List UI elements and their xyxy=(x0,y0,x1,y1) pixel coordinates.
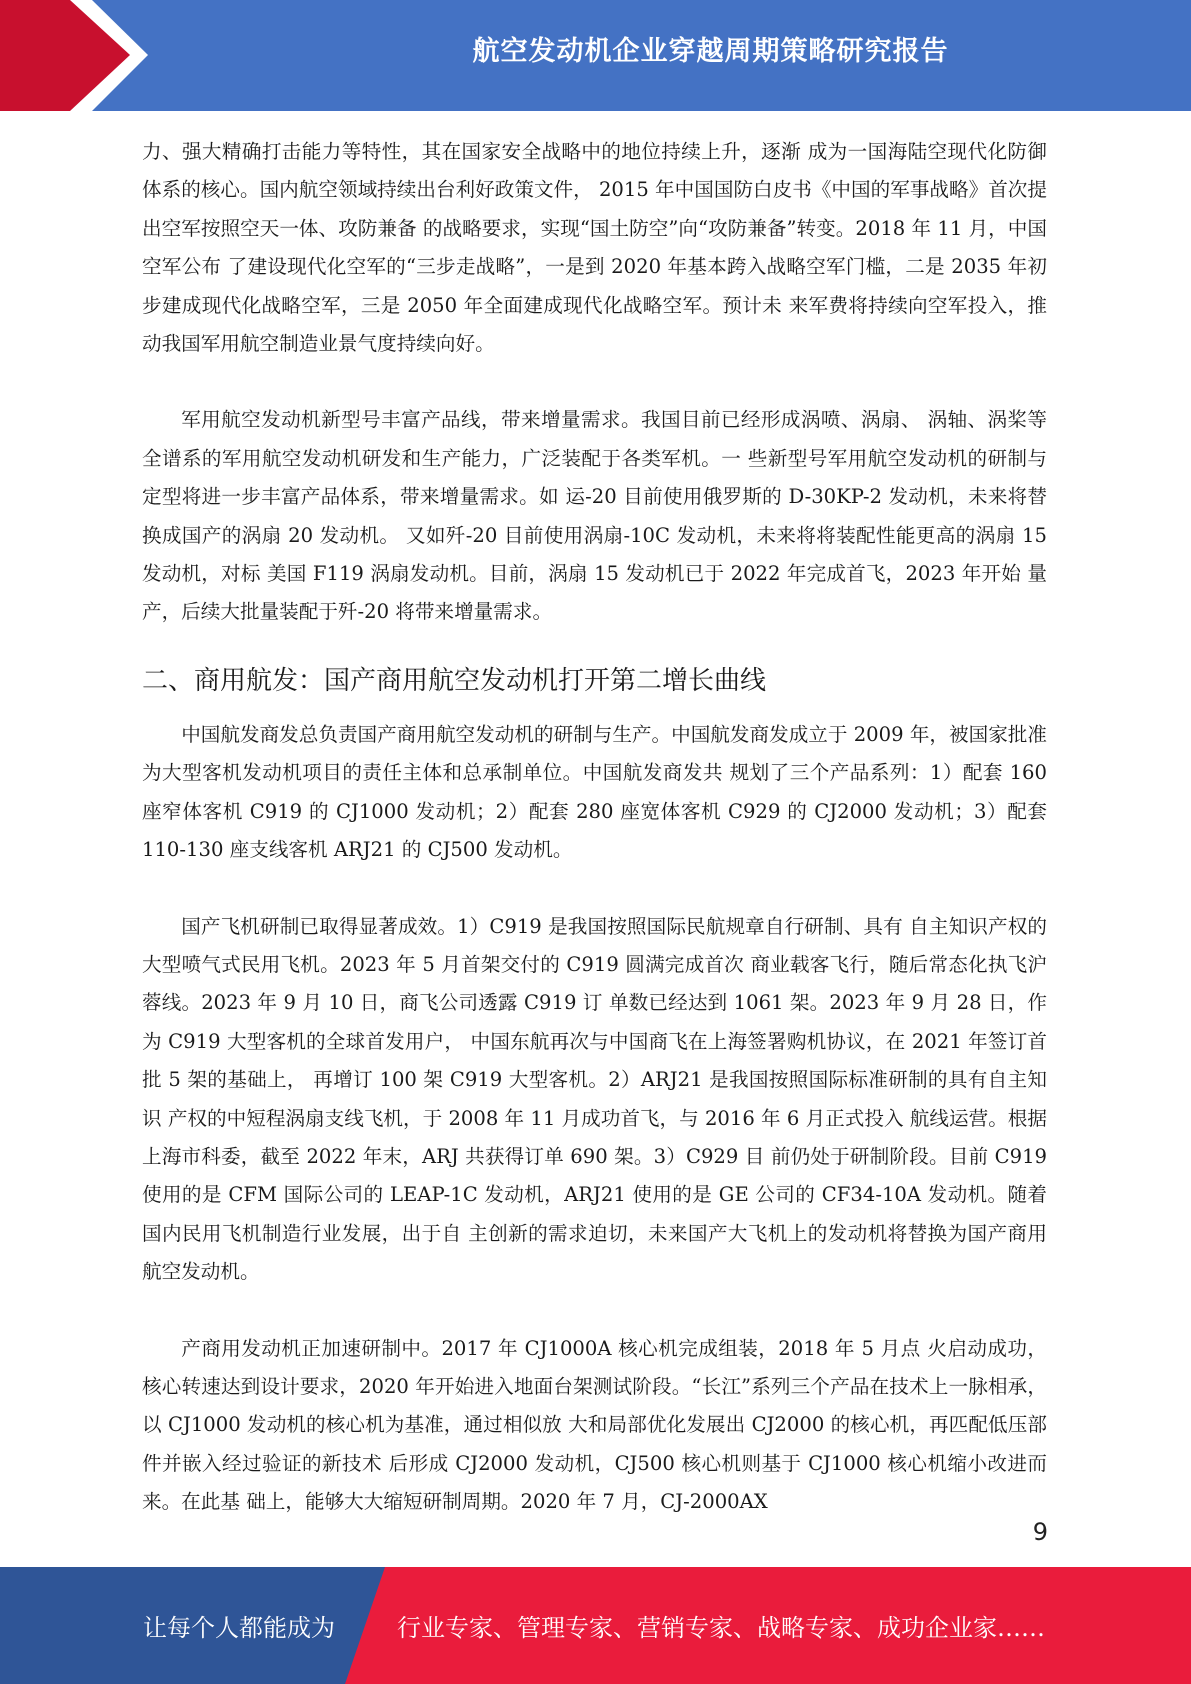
section-heading: 二、商用航发：国产商用航空发动机打开第二增长曲线 xyxy=(142,665,767,696)
paragraph-aecc-commercial: 中国航发商发总负责国产商用航空发动机的研制与生产。中国航发商发成立于 2009 年，被国家批准为大型客机发动机项目的责任主体和总承制单位。中国航发商发共 规划了三个产品系列：1）配套 160 座窄体客机 C919 的 CJ1000 发动机；2）配套 280 座宽体客机 C929 的 CJ2000 发动机；3）配套 110-130 座支线客机 ARJ21 的 CJ500 发动机。 xyxy=(142,722,1047,862)
paragraph-military-strategy: 力、强大精确打击能力等特性，其在国家安全战略中的地位持续上升，逐渐 成为一国海陆空现代化防御体系的核心。国内航空领域持续出台利好政策文件， 2015 年中国国防白皮书《中国的军事战略》首次提出空军按照空天一体、攻防兼备 的战略要求，实现“国土防空”向“攻防兼备”转变。2018 年 11 月，中国空军公布 了建设现代化空军的“三步走战略”，一是到 2020 年基本跨入战略空军门槛，二是 2035 年初步建成现代化战略空军，三是 2050 年全面建成现代化战略空军。预计未 来军费将持续向空军投入，推动我国军用航空制造业景气度持续向好。 xyxy=(142,140,1047,356)
footer-slogan-left: 让每个人都能成为 xyxy=(143,1614,335,1642)
page-header xyxy=(0,0,1191,111)
document-body xyxy=(142,133,1047,1522)
page-footer xyxy=(0,1567,1191,1684)
paragraph-engine-development: 产商用发动机正加速研制中。2017 年 CJ1000A 核心机完成组装，2018 年 5 月点 火启动成功，核心转速达到设计要求，2020 年开始进入地面台架测试阶段。“长江”系列三个产品在技术上一脉相承，以 CJ1000 发动机的核心机为基准，通过相似放 大和局部优化发展出 CJ2000 的核心机，再匹配低压部件并嵌入经过验证的新技术 后形成 CJ2000 发动机，CJ500 核心机则基于 CJ1000 核心机缩小改进而来。在此基 础上，能够大大缩短研制周期。2020 年 7 月，CJ-2000AX xyxy=(142,1336,1047,1514)
paragraph-military-engines: 军用航空发动机新型号丰富产品线，带来增量需求。我国目前已经形成涡喷、涡扇、 涡轴、涡桨等全谱系的军用航空发动机研发和生产能力，广泛装配于各类军机。一 些新型号军用航空发动机的研制与定型将进一步丰富产品体系，带来增量需求。如 运-20 目前使用俄罗斯的 D-30KP-2 发动机，未来将替换成国产的涡扇 20 发动机。 又如歼-20 目前使用涡扇-10C 发动机，未来将将装配性能更高的涡扇 15 发动机，对标 美国 F119 涡扇发动机。目前，涡扇 15 发动机已于 2022 年完成首飞，2023 年开始 量产，后续大批量装配于歼-20 将带来增量需求。 xyxy=(142,408,1047,624)
footer-slogan-right: 行业专家、管理专家、营销专家、战略专家、成功企业家…… xyxy=(397,1614,1045,1642)
paragraph-domestic-aircraft: 国产飞机研制已取得显著成效。1）C919 是我国按照国际民航规章自行研制、具有 自主知识产权的大型喷气式民用飞机。2023 年 5 月首架交付的 C919 圆满完成首次 商业载客飞行，随后常态化执飞沪蓉线。2023 年 9 月 10 日，商飞公司透露 C919 订 单数已经达到 1061 架。2023 年 9 月 28 日，作为 C919 大型客机的全球首发用户， 中国东航再次与中国商飞在上海签署购机协议，在 2021 年签订首批 5 架的基础上， 再增订 100 架 C919 大型客机。2）ARJ21 是我国按照国际标准研制的具有自主知识 产权的中短程涡扇支线飞机，于 2008 年 11 月成功首飞，与 2016 年 6 月正式投入 航线运营。根据上海市科委，截至 2022 年末，ARJ 共获得订单 690 架。3）C929 目 前仍处于研制阶段。目前 C919 使用的是 CFM 国际公司的 LEAP-1C 发动机，ARJ21 使用的是 GE 公司的 CF34-10A 发动机。随着国内民用飞机制造行业发展，出于自 主创新的需求迫切，未来国产大飞机上的发动机将替换为国产商用航空发动机。 xyxy=(142,914,1047,1284)
page-number: 9 xyxy=(1032,1518,1048,1546)
report-title: 航空发动机企业穿越周期策略研究报告 xyxy=(472,36,949,67)
